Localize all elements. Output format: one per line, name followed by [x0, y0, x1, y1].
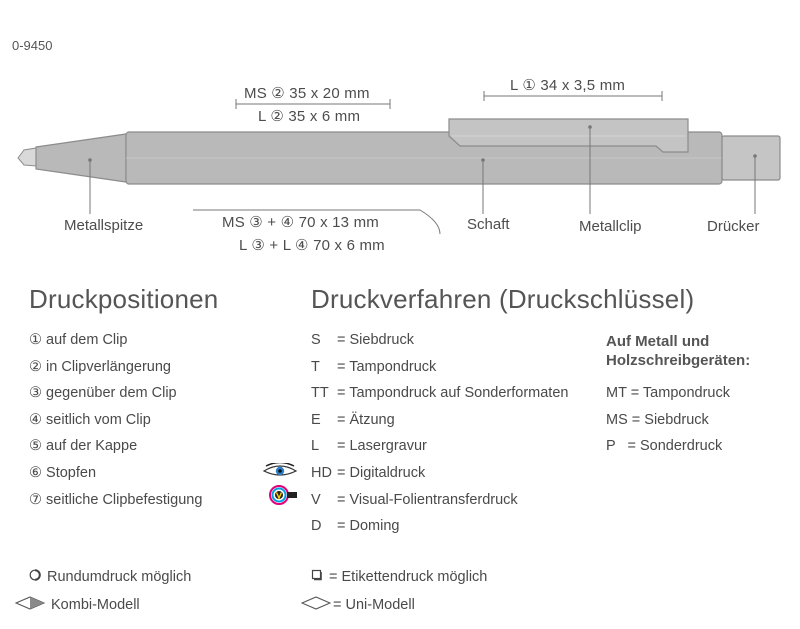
dimension-bottom-1: MS ③ + ④ 70 x 13 mm — [222, 214, 379, 231]
pen-tip — [18, 148, 36, 166]
label-clip: Metallclip — [579, 218, 642, 235]
method-key: L — [311, 438, 320, 455]
list-item: ⑥ Stopfen — [29, 464, 97, 481]
list-item: ② in Clipverlängerung — [29, 358, 171, 375]
list-item: P = Sonderdruck — [606, 438, 723, 455]
method-label: = Tampondruck — [337, 358, 437, 375]
list-item — [311, 410, 568, 437]
legend-kombi-label: Kombi-Modell — [51, 596, 140, 613]
method-label: = Digitaldruck — [337, 464, 426, 481]
method-key: V — [311, 491, 321, 508]
method-key: E — [311, 411, 321, 428]
method-key: D — [311, 518, 322, 535]
legend-uni — [301, 596, 415, 614]
legend-round — [29, 569, 191, 585]
method-label: = Siebdruck — [337, 332, 414, 348]
pen-diagram — [0, 60, 800, 270]
metal-title-line-2: Holzschreibgeräten: — [606, 352, 751, 369]
list-item — [311, 490, 568, 517]
metal-title — [606, 332, 750, 370]
square-icon — [311, 569, 323, 585]
label-pusher: Drücker — [707, 218, 760, 235]
uni-diamond-icon — [301, 596, 331, 614]
legend-label-print-label: = Etikettendruck möglich — [329, 569, 488, 585]
legend-label-print — [311, 569, 487, 585]
dimension-top-right: L ① 34 x 3,5 mm — [510, 77, 626, 94]
pen-pusher — [722, 136, 780, 180]
metal-list — [606, 383, 730, 463]
dimension-bottom-2: L ③ + L ④ 70 x 6 mm — [239, 237, 385, 254]
eye-icon — [262, 463, 298, 479]
method-label: = Lasergravur — [337, 438, 427, 455]
legend-uni-label: = Uni-Modell — [333, 596, 415, 613]
list-item: MS = Siebdruck — [606, 411, 709, 428]
method-label: = Tampondruck auf Sonderformaten — [337, 385, 569, 402]
list-item: ① auf dem Clip — [29, 332, 128, 348]
methods-list — [311, 330, 568, 543]
method-label: = Ätzung — [337, 411, 395, 428]
list-item — [311, 357, 568, 384]
method-key: HD — [311, 464, 332, 481]
kombi-diamond-icon — [15, 596, 45, 614]
legend-kombi — [15, 596, 140, 614]
list-item: ④ seitlich vom Clip — [29, 411, 151, 428]
product-code: 0-9450 — [12, 38, 53, 53]
list-item: MT = Tampondruck — [606, 385, 730, 401]
method-key: TT — [311, 385, 329, 402]
list-item — [311, 516, 568, 543]
dimension-top-left-2: L ② 35 x 6 mm — [258, 108, 361, 125]
list-item — [311, 383, 568, 410]
list-item: ⑦ seitliche Clipbefestigung — [29, 491, 203, 508]
pen-cone — [36, 134, 126, 182]
visual-transfer-logo-icon — [268, 484, 298, 506]
method-key: T — [311, 358, 320, 375]
list-item: ③ gegenüber dem Clip — [29, 385, 177, 402]
method-label: = Visual-Folientransferdruck — [337, 491, 518, 508]
half-circle-icon — [29, 569, 41, 585]
legend-round-label: Rundumdruck möglich — [47, 569, 192, 585]
list-item — [311, 463, 568, 490]
list-item — [311, 436, 568, 463]
list-item: ⑤ auf der Kappe — [29, 438, 138, 455]
label-shaft: Schaft — [467, 216, 510, 233]
label-tip: Metallspitze — [64, 217, 144, 234]
dimension-top-left-1: MS ② 35 x 20 mm — [244, 85, 370, 102]
positions-title: Druckpositionen — [29, 284, 219, 314]
methods-title: Druckverfahren (Druckschlüssel) — [311, 284, 695, 314]
method-key: S — [311, 332, 321, 348]
method-label: = Doming — [337, 518, 400, 535]
positions-list — [29, 330, 202, 516]
metal-title-line-1: Auf Metall und — [606, 333, 710, 350]
list-item — [311, 330, 568, 357]
